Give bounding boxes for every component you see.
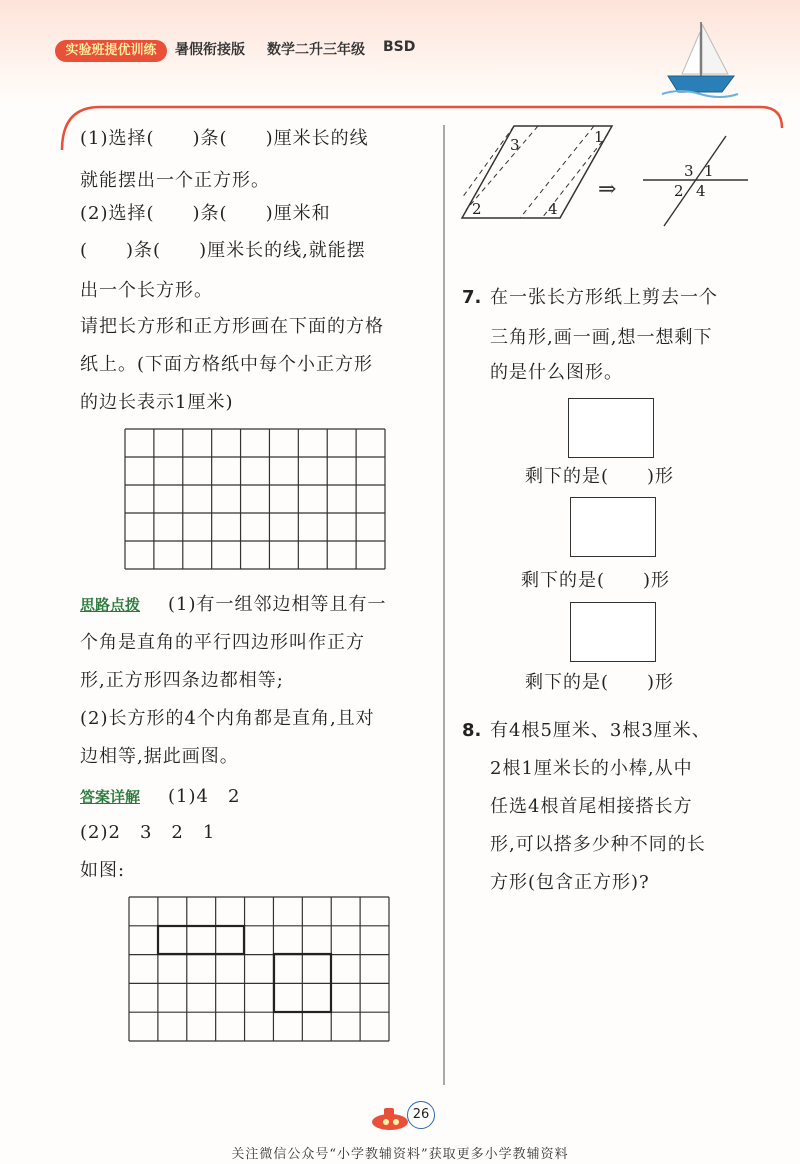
instruction-line3: 的边长表示1厘米) (80, 392, 234, 413)
hint-line4: (2)长方形的4个内角都是直角,且对 (80, 708, 375, 729)
q8-line4: 形,可以搭多少种不同的长 (490, 834, 706, 855)
remain-label-3: 剩下的是( )形 (525, 672, 675, 693)
q8-line5: 方形(包含正方形)? (490, 872, 650, 893)
parallelogram-angle-figure (458, 118, 758, 228)
q7-line1: 在一张长方形纸上剪去一个 (490, 287, 718, 308)
q7-number: 7. (462, 287, 482, 308)
submarine-icon (368, 1096, 412, 1136)
rectangle-box-3 (570, 602, 656, 662)
q-part2-line3: 出一个长方形。 (80, 280, 213, 301)
page-number: 26 (407, 1101, 435, 1129)
q8-line1: 有4根5厘米、3根3厘米、 (490, 720, 711, 741)
footer-wechat-note: 关注微信公众号“小学教辅资料”获取更多小学教辅资料 (231, 1147, 569, 1162)
grid-paper-answer (128, 896, 390, 1042)
intersect-label-3: 3 (684, 162, 694, 180)
intersect-label-2: 2 (674, 182, 684, 200)
q-part1-line2: 就能摆出一个正方形。 (80, 170, 270, 191)
intersect-label-4: 4 (696, 182, 706, 200)
arrow-icon: ⇒ (598, 177, 617, 202)
answer-square-shape (158, 926, 244, 954)
q7-line2: 三角形,画一画,想一想剩下 (490, 327, 713, 348)
q8-number: 8. (462, 720, 482, 741)
grade-label: 数学二升三年级 (267, 42, 365, 58)
rectangle-box-2 (570, 497, 656, 557)
q-part2-line1: (2)选择( )条( )厘米和 (80, 203, 331, 224)
q7-line3: 的是什么图形。 (490, 362, 623, 383)
angle-label-1: 1 (594, 128, 604, 146)
angle-label-3: 3 (510, 136, 520, 154)
answer-tag: 答案详解 (80, 788, 141, 806)
intersect-label-1: 1 (704, 162, 714, 180)
q-part2-line2: ( )条( )厘米长的线,就能摆 (80, 240, 366, 261)
answer-line1: (1)4 2 (168, 786, 241, 807)
remain-label-2: 剩下的是( )形 (521, 570, 671, 591)
angle-label-2: 2 (472, 200, 482, 218)
remain-label-1: 剩下的是( )形 (525, 466, 675, 487)
q-part1-line1: (1)选择( )条( )厘米长的线 (80, 128, 369, 149)
brand-label: 实验班提优训练 (55, 40, 167, 62)
hint-line1: (1)有一组邻边相等且有一 (168, 594, 387, 615)
rectangle-box-1 (568, 398, 654, 458)
hint-line3: 形,正方形四条边都相等; (80, 670, 284, 691)
q8-line3: 任选4根首尾相接搭长方 (490, 796, 693, 817)
instruction-line2: 纸上。(下面方格纸中每个小正方形 (80, 354, 374, 375)
series-code: BSD (383, 39, 416, 55)
instruction-line1: 请把长方形和正方形画在下面的方格 (80, 316, 384, 337)
grid-paper-empty (124, 428, 386, 570)
edition-label: 暑假衔接版 (175, 42, 245, 58)
answer-line2: (2)2 3 2 1 (80, 822, 216, 843)
hint-tag: 思路点拨 (80, 596, 141, 614)
hint-line5: 边相等,据此画图。 (80, 746, 239, 767)
angle-label-4: 4 (548, 200, 558, 218)
q8-line2: 2根1厘米长的小棒,从中 (490, 758, 693, 779)
answer-line3: 如图: (80, 860, 126, 881)
hint-line2: 个角是直角的平行四边形叫作正方 (80, 632, 365, 653)
